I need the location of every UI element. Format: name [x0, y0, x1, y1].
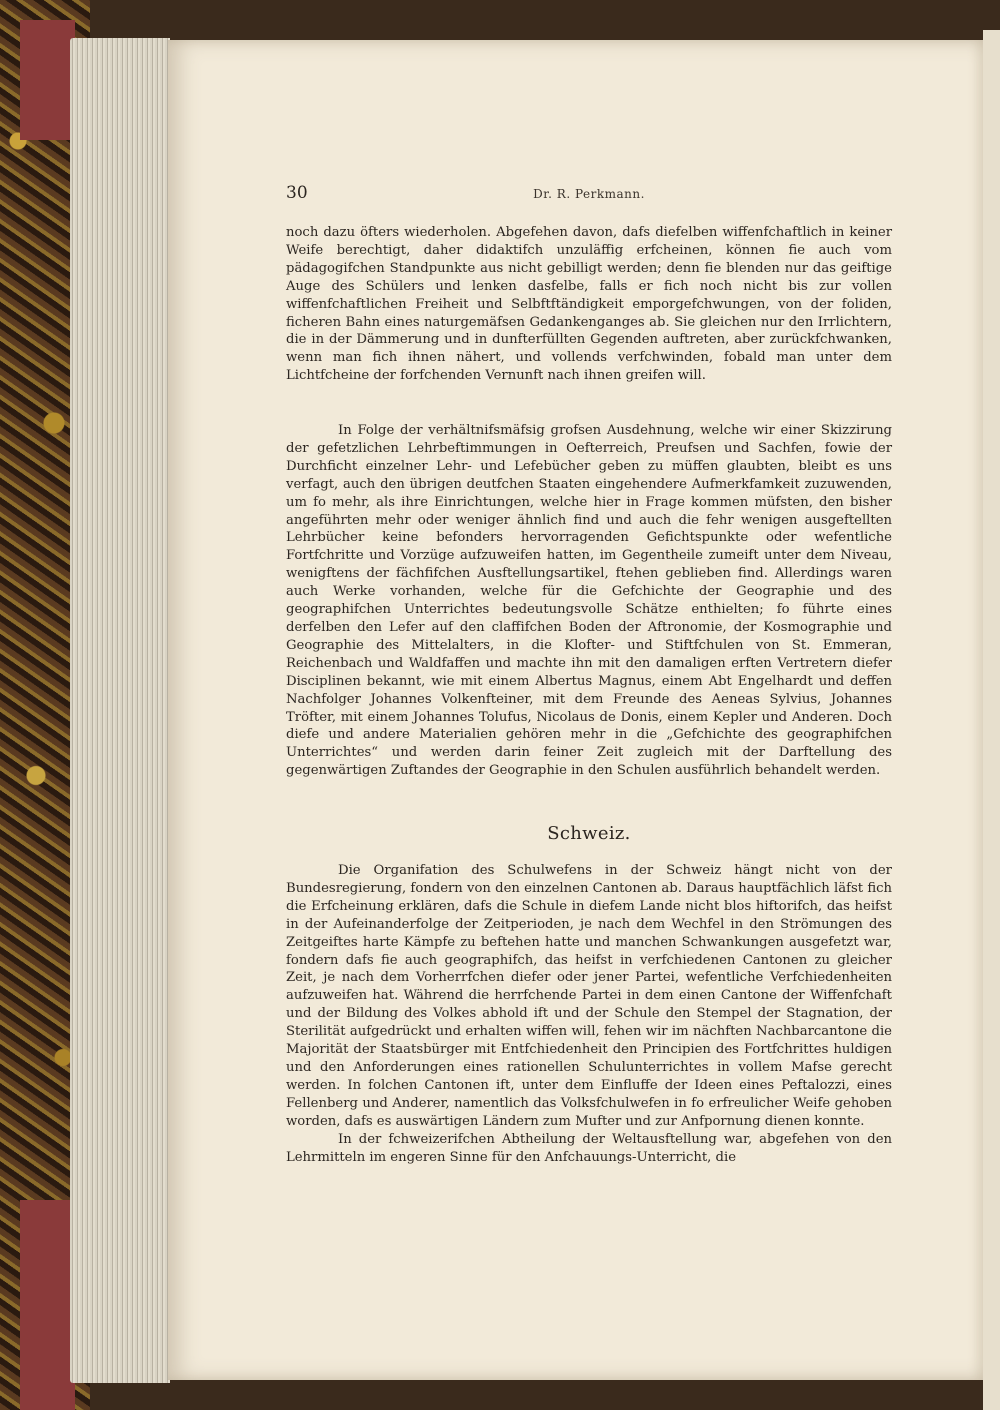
- book-spine-bottom: [20, 1200, 75, 1410]
- page-header: [286, 183, 892, 207]
- paragraph-text: In der fchweizerifchen Abtheilung der Weltausftellung war, abgefehen von den Lehrmitteln im engeren Sinne für den Anfchauungs-Unterricht, die: [286, 1131, 892, 1165]
- section-heading: Schweiz.: [547, 823, 631, 844]
- paragraph-2: [286, 422, 892, 780]
- paragraph-text: noch dazu öfters wiederholen. Abgefehen davon, dafs diefelben wiffenfchaftlich in keiner Weife berechtigt, daher didaktifch unzuläffig erfcheinen, können fie auch vom pädagogifchen Standpunkte aus nicht gebilligt werden; denn fie blenden nur das geiftige Auge des Schülers und lenken dasfelbe, falls er fich noch nicht bis zur vollen wiffenfchaftlichen Freiheit und Selbftftändigkeit emporgefchwungen, von der foliden, ficheren Bahn eines naturgemäfsen Gedankenganges ab. Sie gleichen nur den Irrlichtern, die in der Dämmerung und in dunfterfüllten Gegenden auftreten, aber zurückfchwanken, wenn man fich ihnen nähert, und vollends verfchwinden, fobald man unter dem Lichtfcheine der forfchenden Vernunft nach ihnen greifen will.: [286, 225, 892, 384]
- book-spine-top: [20, 20, 75, 140]
- right-margin-edge: [983, 30, 1000, 1410]
- paragraph-text: Die Organifation des Schulwefens in der Schweiz hängt nicht von der Bundesregierung, fondern von den einzelnen Cantonen ab. Daraus hauptfächlich läfst fich die Erfcheinung erklären, dafs die Schule in diefem Lande nicht blos hiftorifch, das heifst in der Aufeinanderfolge der Zeitperioden, je nach dem Wechfel in den Strömungen des Zeitgeiftes harte Kämpfe zu beftehen hatte und manchen Schwankungen ausgefetzt war, fondern dafs fie auch geographifch, das heifst in verfchiedenen Cantonen zu gleicher Zeit, je nach dem Vorherrfchen diefer oder jener Partei, wefentliche Verfchiedenheiten aufzuweifen hat. Während die herrfchende Partei in dem einen Cantone der Wiffenfchaft und der Bildung des Volkes abhold ift und der Schule den Stempel der Stagnation, der Sterilität aufgedrückt und erhalten wiffen will, fehen wir im nächften Nachbarcantone die Majorität der Staatsbürger mit Entfchiedenheit den Principien des Fortfchrittes huldigen und den Anforderungen eines rationellen Schulunterrichtes in vollem Mafse gerecht werden. In folchen Cantonen ift, unter dem Einfluffe der Ideen eines Peftalozzi, eines Fellenberg und Anderer, namentlich das Volksfchulwefen in fo erfreulicher Weife gehoben worden, dafs es auswärtigen Ländern zum Mufter und zur Anfpornung dienen konnte.: [286, 863, 892, 1129]
- page-edges: [70, 38, 170, 1383]
- running-head: Dr. R. Perkmann.: [533, 187, 645, 201]
- paragraph-3: [286, 862, 892, 1166]
- paragraph-1: [286, 224, 892, 385]
- paragraph-text: In Folge der verhältnifsmäfsig grofsen Ausdehnung, welche wir einer Skizzirung der gefetzlichen Lehrbeftimmungen in Oefterreich, Preufsen und Sachfen, fowie der Durchficht einzelner Lehr- und Lefebücher geben zu müffen glaubten, bleibt es uns verfagt, auch den übrigen deutfchen Staaten eingehendere Aufmerkfamkeit zuzuwenden, um fo mehr, als ihre Einrichtungen, welche hier in Frage kommen müfsten, den bisher angeführten mehr oder weniger ähnlich find und auch die fehr wenigen ausgeftellten Lehrbücher keine befonders hervorragenden Gefichtspunkte oder wefentliche Fortfchritte und Vorzüge aufzuweifen hatten, im Gegentheile zumeift unter dem Niveau, wenigftens der fächfifchen Ausftellungsartikel, ftehen geblieben find. Allerdings waren auch Werke vorhanden, welche für die Gefchichte der Geographie und des geographifchen Unterrichtes bedeutungsvolle Schätze enthielten; fo führte eines derfelben den Lefer auf den claffifchen Boden der Aftronomie, der Kosmographie und Geographie des Mittelalters, in die Klofter- und Stiftfchulen von St. Emmeran, Reichenbach und Waldfaffen und machte ihn mit den damaligen erften Vertretern diefer Disciplinen bekannt, wie mit einem Albertus Magnus, einem Abt Engelhardt und deffen Nachfolger Johannes Volkenfteiner, mit dem Freunde des Aeneas Sylvius, Johannes Tröfter, mit einem Johannes Tolufus, Nicolaus de Donis, einem Kepler und Anderen. Doch diefe und andere Materialien gehören mehr in die „Gefchichte des geographifchen Unterrichtes“ und werden darin feiner Zeit zugleich mit der Darftellung des gegenwärtigen Zuftandes der Geographie in den Schulen ausführlich behandelt werden.: [286, 423, 892, 779]
- page-number: 30: [286, 183, 308, 203]
